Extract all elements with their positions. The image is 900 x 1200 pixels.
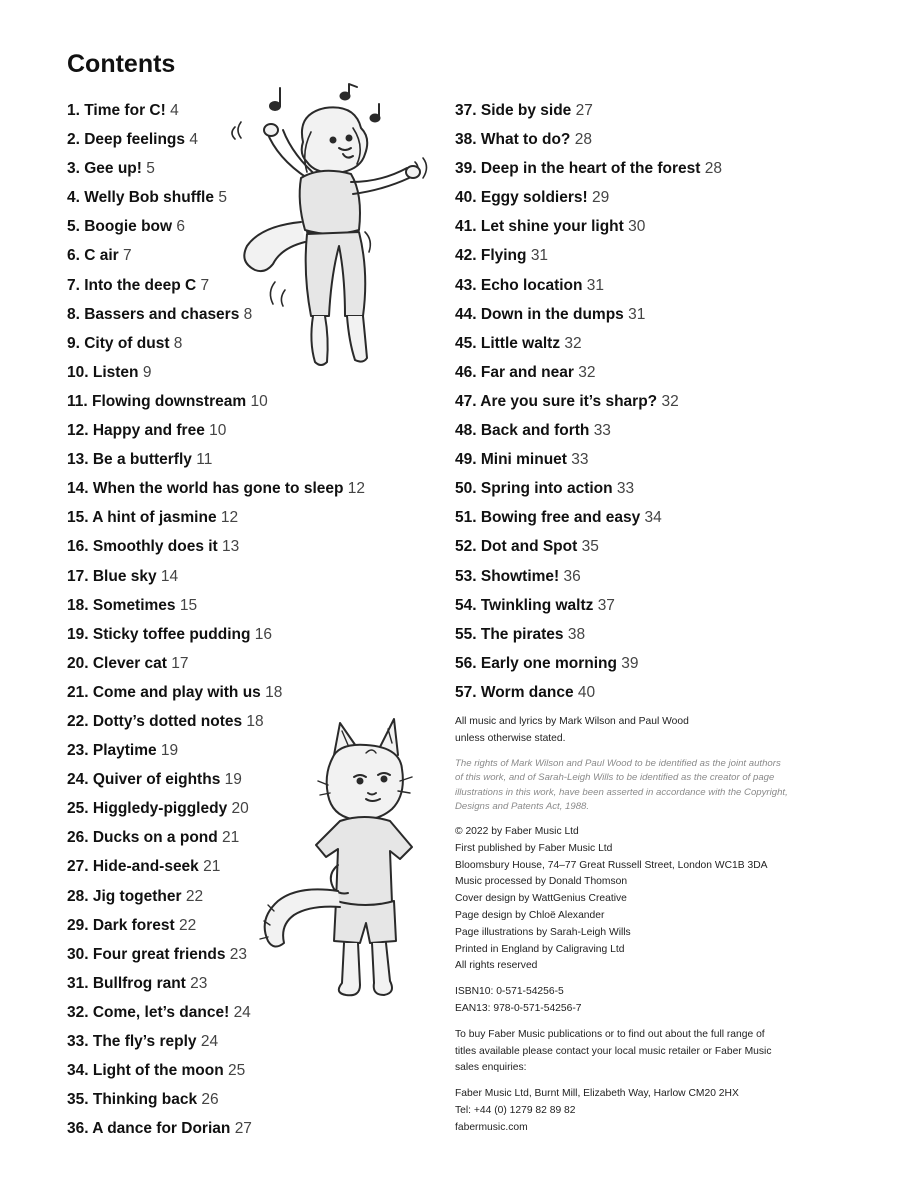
rights-line: illustrations in this work, have been asserted in accordance with the Copyright, (455, 786, 788, 798)
toc-item-title: 46. Far and near (455, 363, 574, 381)
toc-item-title: 57. Worm dance (455, 683, 574, 701)
buy-info-line: sales enquiries: (455, 1062, 527, 1074)
toc-item-title: 5. Boogie bow (67, 218, 173, 236)
publication-line: Page design by Chloë Alexander (455, 909, 605, 921)
toc-item-page: 18 (246, 712, 264, 730)
toc-item-title: 34. Light of the moon (67, 1062, 224, 1080)
toc-item-page: 9 (142, 363, 152, 381)
toc-item-title: 9. City of dust (67, 334, 170, 352)
toc-item-page: 31 (530, 247, 549, 265)
toc-item-title: 13. Be a butterfly (67, 451, 192, 469)
toc-item-page: 4 (170, 102, 179, 119)
page-title: Contents (67, 50, 176, 78)
toc-item-title: 22. Dotty’s dotted notes (67, 712, 243, 730)
toc-item-title: 25. Higgledy-piggledy (67, 800, 228, 818)
toc-item-title: 54. Twinkling waltz (455, 596, 594, 614)
toc-item-page: 27 (575, 102, 593, 119)
toc-item-title: 47. Are you sure it’s sharp? (455, 392, 658, 410)
toc-item (455, 564, 722, 593)
toc-item (455, 505, 722, 534)
publication-details (455, 824, 825, 975)
toc-item-title: 50. Spring into action (455, 480, 613, 498)
toc-item-title: 41. Let shine your light (455, 218, 624, 236)
toc-item-title: 32. Come, let’s dance! (67, 1003, 230, 1021)
toc-item (67, 680, 365, 709)
toc-item-title: 1. Time for C! (67, 102, 166, 119)
toc-item-page: 23 (229, 945, 248, 963)
toc-item-title: 33. The fly’s reply (67, 1033, 197, 1050)
buy-info-line: To buy Faber Music publications or to find out about the full range of (455, 1028, 765, 1040)
credits-block (455, 714, 825, 1146)
toc-item-page: 16 (254, 625, 273, 643)
toc-item-title: 4. Welly Bob shuffle (67, 189, 214, 207)
publication-line: Printed in England by Caligraving Ltd (455, 943, 625, 955)
publication-line: Bloomsbury House, 74–77 Great Russell Street, London WC1B 3DA (455, 859, 768, 871)
toc-item-page: 8 (243, 305, 253, 323)
toc-item (67, 1116, 365, 1145)
toc-item (455, 680, 722, 709)
toc-item-title: 12. Happy and free (67, 422, 205, 440)
toc-item-title: 7. Into the deep C (67, 276, 197, 294)
toc-item-title: 51. Bowing free and easy (455, 509, 641, 527)
buy-info-line: titles available please contact your local music retailer or Faber Music (455, 1045, 772, 1057)
publication-line: First published by Faber Music Ltd (455, 842, 613, 854)
toc-item-page: 38 (567, 625, 586, 643)
toc-item-title: 52. Dot and Spot (455, 538, 578, 556)
toc-item (455, 447, 722, 476)
publication-line: Page illustrations by Sarah-Leigh Wills (455, 926, 631, 938)
toc-item-page: 21 (222, 829, 240, 847)
toc-item (455, 273, 722, 302)
toc-item-title: 56. Early one morning (455, 654, 617, 672)
toc-item-title: 27. Hide-and-seek (67, 858, 199, 876)
toc-item-page: 40 (577, 683, 596, 701)
rights-line: of this work, and of Sarah-Leigh Wills to be identified as the creator of page (455, 772, 775, 784)
toc-item-title: 14. When the world has gone to sleep (67, 480, 344, 498)
toc-item-title: 42. Flying (455, 247, 527, 265)
toc-item-page: 10 (209, 422, 227, 440)
toc-item (67, 505, 365, 534)
toc-item-page: 19 (224, 771, 242, 789)
contact-line: Tel: +44 (0) 1279 82 89 82 (455, 1104, 576, 1116)
rights-line: The rights of Mark Wilson and Paul Wood to be identified as the joint authors (455, 757, 781, 769)
toc-item-page: 19 (160, 742, 179, 760)
toc-item-page: 32 (578, 363, 596, 381)
toc-item-page: 15 (179, 596, 198, 614)
music-note-icon (371, 104, 380, 122)
toc-item-page: 28 (574, 131, 592, 149)
toc-item (67, 593, 365, 622)
toc-item-page: 34 (644, 509, 662, 527)
toc-item (67, 476, 365, 505)
toc-item-page: 23 (190, 974, 208, 992)
toc-item-page: 32 (564, 334, 582, 352)
toc-item-page: 27 (234, 1120, 252, 1138)
toc-item (455, 622, 722, 651)
website-link[interactable]: fabermusic.com (455, 1121, 528, 1133)
toc-item-page: 30 (628, 218, 646, 236)
toc-item-title: 43. Echo location (455, 276, 583, 294)
toc-item-title: 31. Bullfrog rant (67, 974, 186, 992)
toc-item (67, 389, 365, 418)
toc-item-page: 32 (661, 392, 679, 410)
toc-item-title: 30. Four great friends (67, 945, 226, 963)
music-note-icon (341, 84, 358, 100)
toc-item-page: 28 (704, 160, 723, 178)
toc-item-title: 35. Thinking back (67, 1091, 198, 1109)
toc-item-page: 4 (189, 131, 198, 149)
toc-item-page: 18 (265, 683, 283, 701)
toc-item-title: 44. Down in the dumps (455, 305, 624, 323)
toc-item (67, 622, 365, 651)
toc-item-title: 40. Eggy soldiers! (455, 189, 588, 207)
toc-item-page: 20 (231, 800, 249, 818)
toc-item (455, 185, 722, 214)
credit-line: unless otherwise stated. (455, 732, 566, 744)
toc-item-page: 22 (185, 887, 204, 905)
toc-item-page: 12 (220, 509, 239, 527)
toc-item-page: 37 (597, 596, 615, 614)
toc-item-title: 19. Sticky toffee pudding (67, 625, 251, 643)
publication-line: Cover design by WattGenius Creative (455, 893, 627, 905)
toc-item (455, 534, 722, 563)
toc-item-page: 17 (171, 654, 189, 672)
toc-item-title: 8. Bassers and chasers (67, 305, 240, 323)
toc-item-title: 45. Little waltz (455, 334, 561, 352)
rights-notice (455, 757, 825, 815)
toc-item-title: 26. Ducks on a pond (67, 829, 218, 847)
toc-item-page: 5 (146, 160, 155, 178)
cat-illustration (250, 715, 430, 1015)
toc-item-page: 24 (233, 1003, 251, 1021)
toc-item-page: 11 (196, 451, 213, 469)
toc-item (455, 476, 722, 505)
music-note-icon (270, 88, 280, 110)
toc-item-page: 8 (173, 334, 183, 352)
toc-item-page: 24 (200, 1033, 219, 1050)
toc-item-page: 33 (571, 451, 589, 469)
music-credit (455, 714, 825, 748)
publication-line: © 2022 by Faber Music Ltd (455, 825, 579, 837)
toc-item-page: 6 (176, 218, 185, 236)
toc-item-page: 12 (347, 480, 366, 498)
toc-item (67, 418, 365, 447)
toc-item-title: 29. Dark forest (67, 916, 175, 934)
toc-item-title: 15. A hint of jasmine (67, 509, 217, 527)
toc-item-page: 5 (218, 189, 227, 207)
toc-item-title: 28. Jig together (67, 887, 182, 905)
toc-item-title: 37. Side by side (455, 102, 572, 119)
toc-item-page: 33 (593, 422, 611, 440)
toc-item-page: 26 (201, 1091, 219, 1109)
toc-item-page: 25 (228, 1062, 246, 1080)
toc-item-title: 10. Listen (67, 363, 139, 381)
toc-item-page: 33 (616, 480, 635, 498)
toc-item (455, 156, 722, 185)
contact-line: Faber Music Ltd, Burnt Mill, Elizabeth Way, Harlow CM20 2HX (455, 1088, 739, 1100)
toc-item (455, 243, 722, 272)
toc-item (67, 651, 365, 680)
toc-item-title: 20. Clever cat (67, 654, 167, 672)
toc-item (455, 593, 722, 622)
toc-item (67, 1058, 365, 1087)
toc-item (67, 1029, 365, 1058)
toc-item-title: 39. Deep in the heart of the forest (455, 160, 701, 178)
contact-details (455, 1086, 825, 1136)
toc-right-column (455, 98, 722, 709)
toc-item-title: 36. A dance for Dorian (67, 1120, 231, 1138)
toc-item-page: 21 (203, 858, 221, 876)
toc-item-title: 24. Quiver of eighths (67, 771, 221, 789)
toc-item-title: 38. What to do? (455, 131, 571, 149)
toc-item-title: 49. Mini minuet (455, 451, 567, 469)
toc-item-title: 17. Blue sky (67, 567, 157, 585)
toc-item (455, 302, 722, 331)
publication-line: All rights reserved (455, 960, 538, 972)
toc-item-page: 39 (621, 654, 639, 672)
toc-item-title: 21. Come and play with us (67, 683, 261, 701)
dancing-dog-illustration (215, 82, 445, 372)
toc-item-title: 3. Gee up! (67, 160, 142, 178)
toc-item-title: 23. Playtime (67, 742, 157, 760)
buy-info (455, 1027, 825, 1077)
toc-item-title: 11. Flowing downstream (67, 392, 247, 410)
toc-item (455, 651, 722, 680)
toc-item (455, 389, 722, 418)
toc-item (67, 447, 365, 476)
toc-item (455, 418, 722, 447)
publication-line: Music processed by Donald Thomson (455, 876, 628, 888)
toc-item-page: 35 (581, 538, 599, 556)
toc-item-title: 16. Smoothly does it (67, 538, 218, 556)
toc-item (455, 127, 722, 156)
toc-item (67, 1087, 365, 1116)
toc-item-page: 14 (160, 567, 179, 585)
toc-item (67, 534, 365, 563)
toc-item-title: 6. C air (67, 247, 119, 265)
toc-item-title: 48. Back and forth (455, 422, 590, 440)
toc-item-page: 7 (200, 276, 210, 294)
toc-item-page: 7 (123, 247, 132, 265)
toc-item-title: 55. The pirates (455, 625, 564, 643)
isbn-line: ISBN10: 0-571-54256-5 (455, 986, 564, 998)
toc-item-title: 53. Showtime! (455, 567, 560, 585)
toc-item (455, 360, 722, 389)
toc-item (67, 564, 365, 593)
toc-item (455, 98, 722, 127)
rights-line: Designs and Patents Act, 1988. (455, 801, 590, 813)
isbn-line: EAN13: 978-0-571-54256-7 (455, 1002, 582, 1014)
toc-item-page: 22 (179, 916, 197, 934)
toc-item-page: 36 (563, 567, 581, 585)
toc-item-title: 2. Deep feelings (67, 131, 186, 149)
toc-item-title: 18. Sometimes (67, 596, 176, 614)
toc-item-page: 29 (591, 189, 610, 207)
toc-item (455, 331, 722, 360)
isbn-block (455, 984, 825, 1018)
credit-line: All music and lyrics by Mark Wilson and Paul Wood (455, 716, 689, 727)
toc-item-page: 31 (628, 305, 646, 323)
toc-item-page: 10 (250, 392, 268, 410)
toc-item (455, 214, 722, 243)
toc-item-page: 13 (222, 538, 240, 556)
toc-item-page: 31 (586, 276, 605, 294)
